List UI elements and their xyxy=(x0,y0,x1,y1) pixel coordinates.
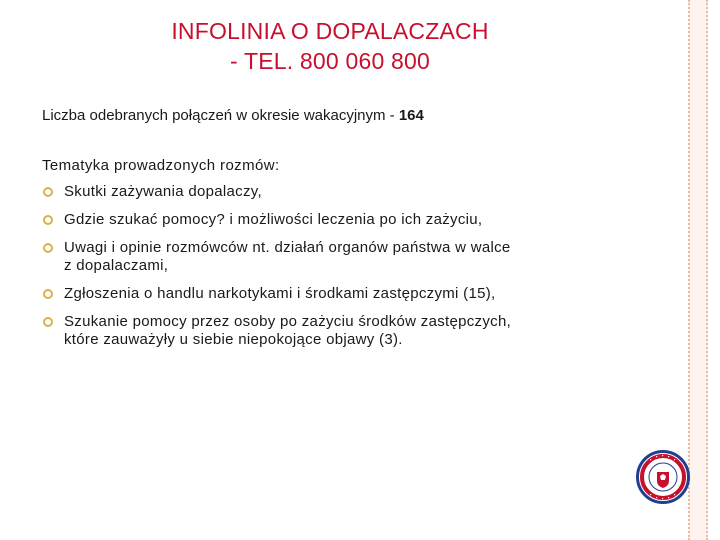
list-item-text: Zgłoszenia o handlu narkotykami i środkami zastępczymi (15), xyxy=(64,285,496,302)
page-title xyxy=(130,16,530,76)
list-item-text: Uwagi i opinie rozmówców nt. działań organów państwa w walce z dopalaczami, xyxy=(64,239,511,274)
title-line-2: - TEL. 800 060 800 xyxy=(229,48,431,74)
calls-count-label: Liczba odebranych połączeń w okresie wakacyjnym - xyxy=(42,107,399,124)
sanitary-inspection-emblem-icon xyxy=(636,450,690,504)
list-item xyxy=(42,285,662,303)
bullet-icon xyxy=(43,243,53,253)
list-item-text: Gdzie szukać pomocy? i możliwości leczenia po ich zażyciu, xyxy=(64,211,483,228)
topics-heading: Tematyka prowadzonych rozmów: xyxy=(42,157,280,174)
list-item xyxy=(42,239,662,275)
calls-count-line xyxy=(42,107,424,125)
bullet-icon xyxy=(43,289,53,299)
list-item-text: Skutki zażywania dopalaczy, xyxy=(64,183,262,200)
list-item-text: Szukanie pomocy przez osoby po zażyciu środków zastępczych, które zauważyły u siebie niepokojące objawy (3). xyxy=(64,313,512,348)
calls-count-value: 164 xyxy=(398,107,424,124)
bullet-icon xyxy=(43,215,53,225)
bullet-icon xyxy=(43,187,53,197)
list-item xyxy=(42,211,662,229)
bullet-icon xyxy=(43,317,53,327)
list-item xyxy=(42,313,662,349)
topics-list xyxy=(42,183,662,349)
title-line-1: INFOLINIA O DOPALACZACH xyxy=(171,18,489,44)
list-item xyxy=(42,183,662,201)
decorative-border xyxy=(688,0,708,540)
